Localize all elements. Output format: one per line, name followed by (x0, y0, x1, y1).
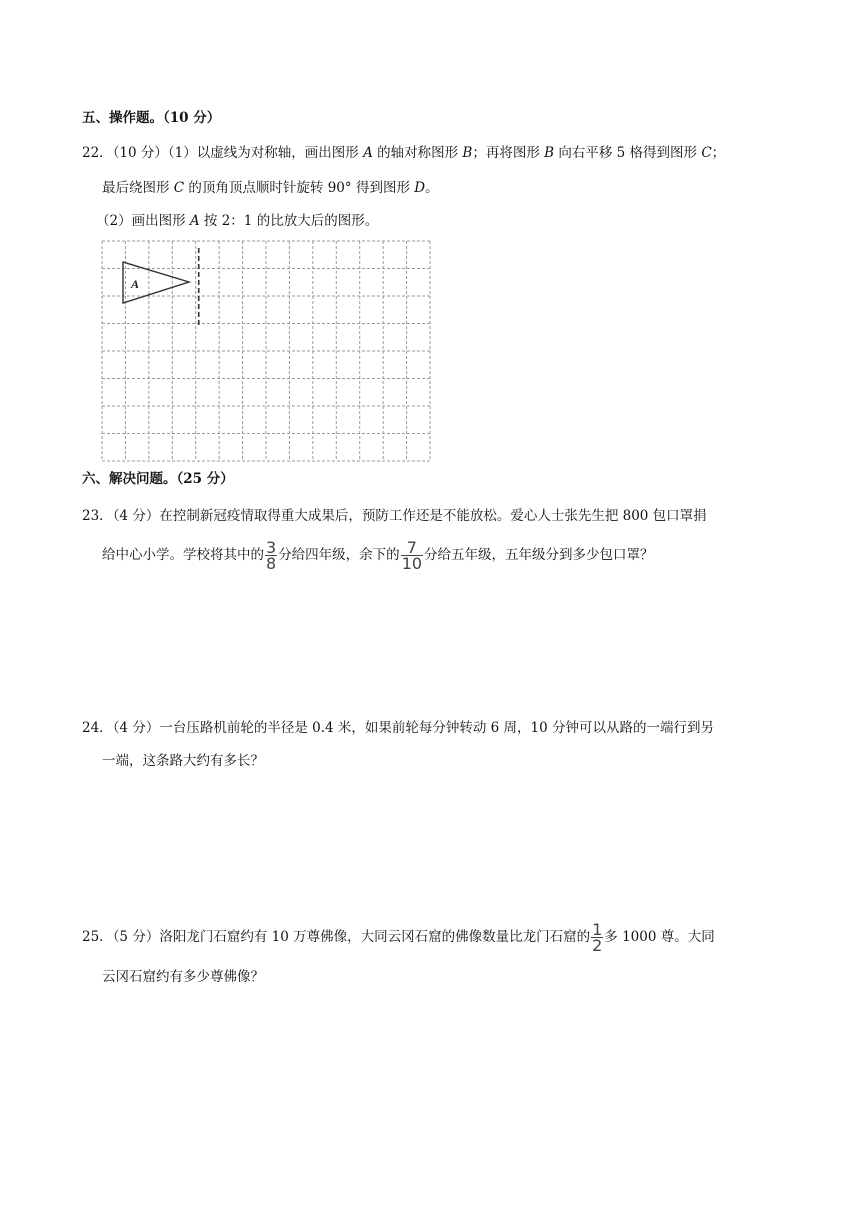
question-25-line-2: 云冈石窟约有多少尊佛像？ (102, 969, 264, 985)
question-number: 25． (82, 929, 113, 945)
question-score: （4 分） (112, 508, 160, 524)
question-score: （10 分） (112, 145, 168, 161)
question-23-line-1: 23．（4 分）在控制新冠疫情取得重大成果后，预防工作还是不能放松。爱心人士张先生把 800 包口罩捐 (82, 508, 707, 524)
section-title: 五、操作题。（10 分） (82, 110, 221, 126)
question-25-line-1: 25．（5 分）洛阳龙门石窟约有 10 万尊佛像，大同云冈石窟的佛像数量比龙门石窟的 $\frac{1}{2}$ 多 1000 尊。大同 (82, 920, 715, 955)
question-number: 22． (82, 145, 113, 161)
question-score: （5 分） (112, 929, 160, 945)
shape-label-a: A (131, 277, 140, 291)
question-24-line-2: 一端，这条路大约有多长？ (102, 753, 264, 769)
drawing-grid (101, 240, 431, 462)
section-title: 六、解决问题。（25 分） (82, 471, 234, 487)
question-score: （4 分） (112, 720, 160, 736)
question-22-line-2: 最后绕图形 C 的顶角顶点顺时针旋转 90° 得到图形 D。 (102, 180, 439, 196)
fraction-one-half: $\frac{1}{2}$ (592, 920, 603, 955)
question-number: 24． (82, 720, 113, 736)
question-24-line-1: 24．（4 分）一台压路机前轮的半径是 0.4 米，如果前轮每分钟转动 6 周，10 分钟可以从路的一端行到另 (82, 720, 715, 736)
question-22-line-1: 22．（10 分）（1）以虚线为对称轴，画出图形 A 的轴对称图形 B；再将图形 B 向右平移 5 格得到图形 C； (82, 145, 726, 161)
fraction-three-eighths: $\frac{3}{8}$ (266, 538, 277, 573)
question-number: 23． (82, 508, 113, 524)
fraction-seven-tenths: $\frac{7}{10}$ (401, 538, 423, 573)
grid-lines (102, 241, 430, 461)
question-23-line-2: 给中心小学。学校将其中的 $\frac{3}{8}$ 分给四年级，余下的 $\frac{7}{10}$ 分给五年级，五年级分到多少包口罩？ (102, 538, 654, 573)
question-22-part-2: （2）画出图形 A 按 2：1 的比放大后的图形。 (96, 213, 379, 229)
